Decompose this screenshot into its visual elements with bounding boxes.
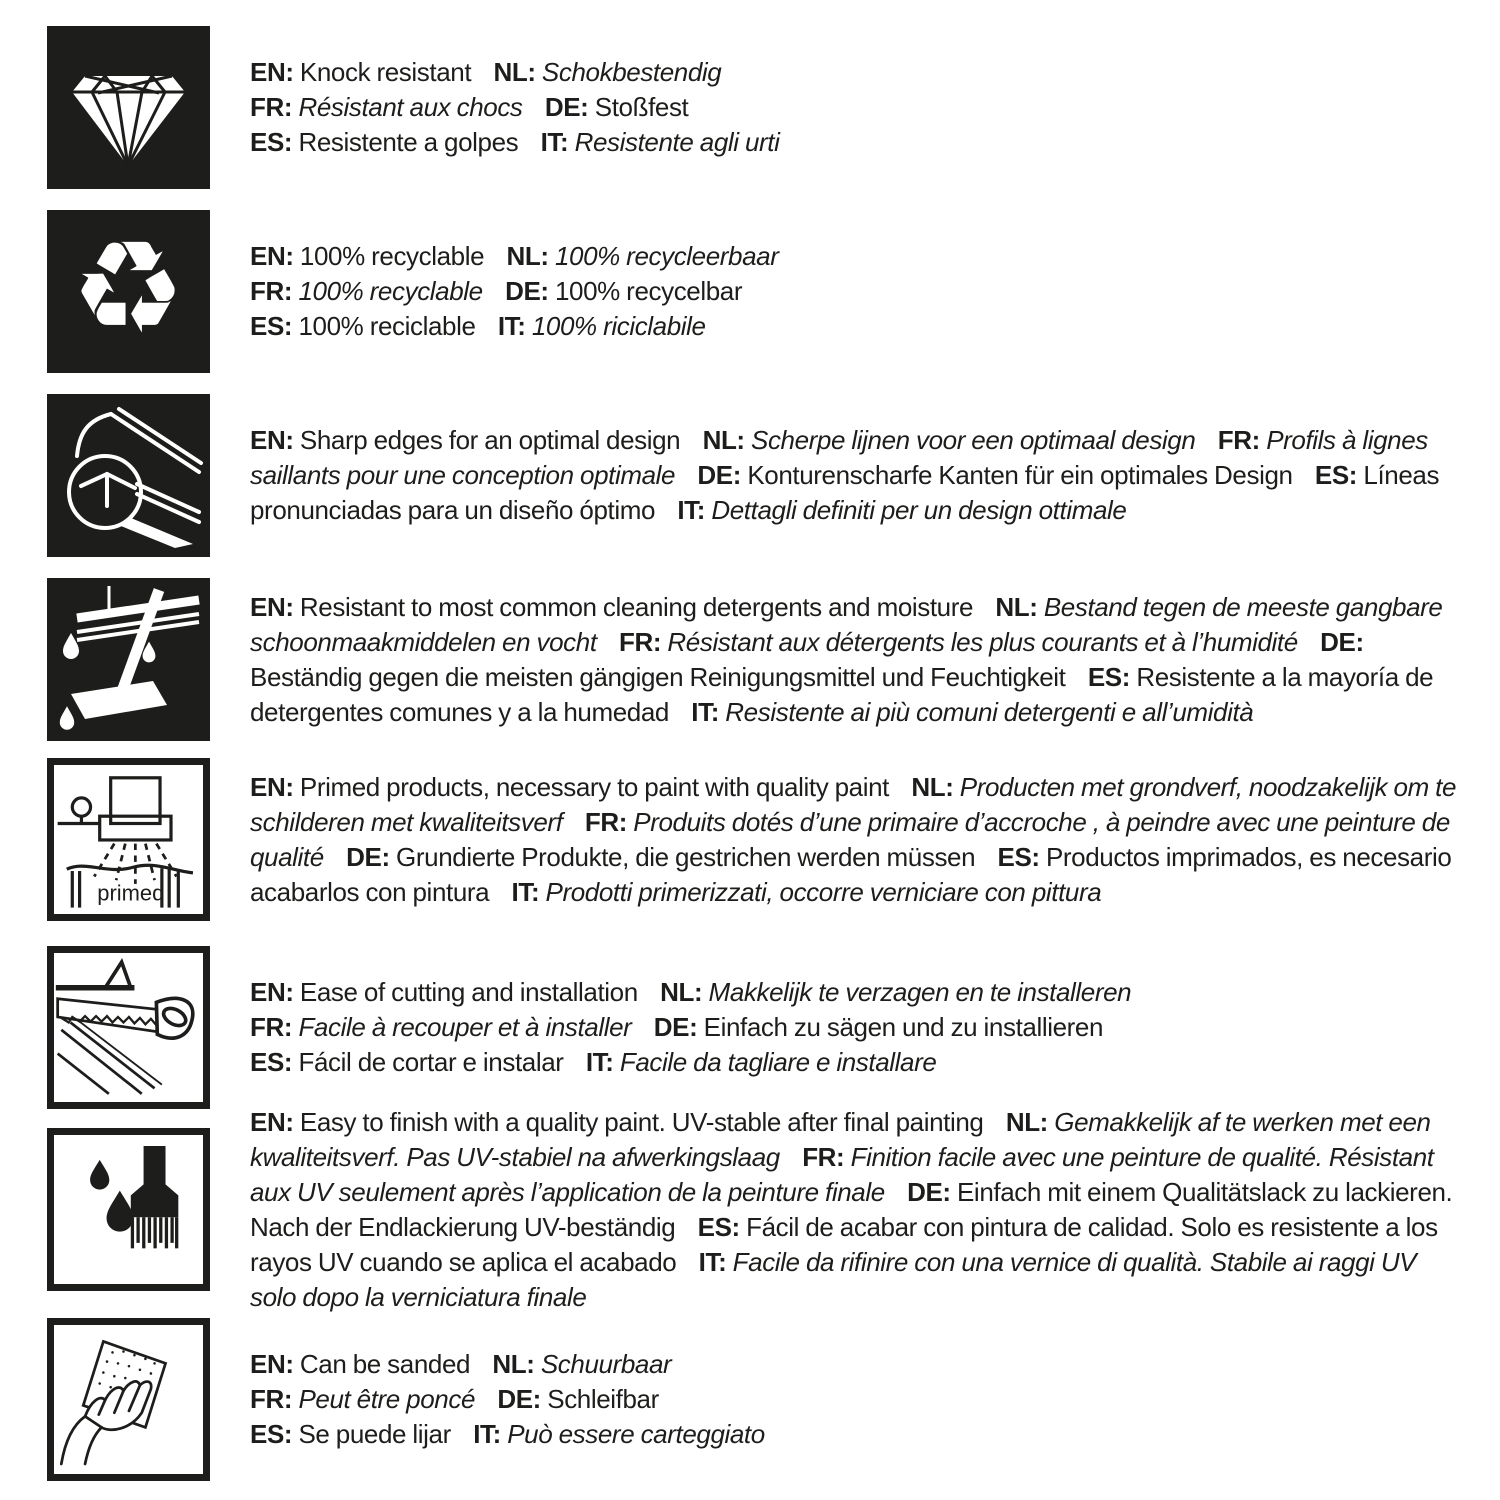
lang-text: Konturenscharfe Kanten für ein optimales Design (741, 460, 1293, 490)
lang-text: Resistente agli urti (568, 127, 780, 157)
lang-text: Facile da tagliare e installare (613, 1047, 937, 1077)
lang-entry (697, 460, 1292, 490)
lang-label: FR: (1217, 425, 1260, 455)
lang-text: Grundierte Produkte, die gestrichen werden müssen (389, 841, 976, 872)
lang-label: DE: (697, 460, 741, 490)
lang-label: FR: (250, 1012, 293, 1042)
lang-label: EN: (250, 591, 294, 622)
lang-label: FR: (802, 1141, 845, 1172)
magnifier-sharp-edges-icon (47, 394, 210, 557)
lang-label: IT: (511, 876, 540, 907)
lang-label: NL: (506, 241, 549, 271)
lang-label: DE: (1320, 626, 1364, 657)
lang-entry (654, 1012, 1103, 1042)
lang-label: EN: (250, 57, 294, 87)
lang-label: IT: (698, 1246, 727, 1277)
feature-row-cleaning-resistant (47, 578, 1462, 741)
lang-entry (346, 842, 975, 872)
lang-label: IT: (540, 127, 569, 157)
lang-text: Gemakkelijk af te werken met een kwaliteitsverf. Pas UV-stabiel na afwerkingslaag (250, 1106, 1431, 1172)
lang-entry (545, 92, 689, 122)
lang-entry (660, 977, 1131, 1007)
feature-row-recyclable (47, 210, 1462, 373)
lang-entry (250, 977, 638, 1007)
lang-entry (497, 1384, 659, 1414)
feature-row-cutting (47, 946, 1462, 1109)
lang-text: Fácil de cortar e instalar (292, 1047, 564, 1077)
lang-text: Can be sanded (293, 1349, 471, 1379)
feature-text (250, 239, 1462, 344)
lang-entry (250, 1419, 451, 1449)
lang-text: Produits dotés d’une primaire d’accroche , à peindre avec une peinture de qualité (250, 806, 1450, 872)
diamond-knock-resistant-icon (47, 26, 210, 189)
feature-text (250, 975, 1462, 1080)
lang-text: Ease of cutting and installation (293, 977, 638, 1007)
handsaw-cutting-icon (47, 946, 210, 1109)
feature-text (250, 1347, 1462, 1452)
lang-entry (586, 1047, 937, 1077)
lang-label: NL: (660, 977, 703, 1007)
lang-label: FR: (584, 806, 627, 837)
lang-text: Scherpe lijnen voor een optimaal design (744, 425, 1196, 455)
lang-text: 100% recycleerbaar (548, 241, 779, 271)
feature-row-sharp-edges (47, 394, 1462, 557)
feature-row-knock-resistant (47, 26, 1462, 189)
lang-text: Einfach zu sägen und zu installieren (697, 1012, 1104, 1042)
lang-text: Líneas pronunciadas para un diseño óptimo (250, 460, 1440, 525)
lang-entry (541, 127, 780, 157)
lang-text: Schleifbar (540, 1384, 659, 1414)
lang-entry (493, 57, 721, 87)
lang-label: FR: (250, 92, 293, 122)
lang-text: Bestand tegen de meeste gangbare schoonmaakmiddelen en vocht (250, 591, 1443, 657)
lang-label: ES: (1087, 661, 1130, 692)
lang-entry (250, 1384, 475, 1414)
lang-text: Résistant aux détergents les plus courants et à l’humidité (661, 626, 1298, 657)
lang-entry (677, 495, 1126, 525)
lang-text: 100% reciclable (292, 311, 476, 341)
lang-entry (703, 425, 1196, 455)
lang-entry (250, 592, 973, 622)
lang-label: NL: (492, 1349, 535, 1379)
lang-text: Profils à lignes saillants pour une conception optimale (250, 425, 1428, 490)
feature-row-primed (47, 758, 1462, 921)
lang-label: FR: (250, 276, 293, 306)
lang-text: 100% riciclabile (525, 311, 706, 341)
lang-label: NL: (493, 57, 536, 87)
feature-text (250, 423, 1462, 528)
lang-label: ES: (250, 1419, 293, 1449)
feature-text (250, 1105, 1462, 1315)
lang-text: 100% recyclable (292, 276, 483, 306)
lang-label: EN: (250, 771, 294, 802)
lang-label: EN: (250, 977, 294, 1007)
lang-label: DE: (505, 276, 549, 306)
lang-entry (505, 276, 742, 306)
lang-text: Producten met grondverf, noodzakelijk om te schilderen met kwaliteitsverf (250, 771, 1457, 837)
lang-entry (492, 1349, 671, 1379)
lang-text: Beständig gegen die meisten gängigen Reinigungsmittel und Feuchtigkeit (250, 661, 1066, 692)
lang-text: Einfach mit einem Qualitätslack zu lackieren. Nach der Endlackierung UV-beständig (250, 1176, 1453, 1242)
lang-entry (691, 697, 1253, 727)
lang-text: Resistente a golpes (292, 127, 519, 157)
lang-label: DE: (346, 841, 390, 872)
lang-entry (250, 241, 484, 271)
recycle-icon (47, 210, 210, 373)
lang-entry (250, 127, 518, 157)
lang-text: Knock resistant (293, 57, 472, 87)
lang-text: Primed products, necessary to paint with quality paint (293, 771, 890, 802)
svg-text:♻: ♻ (70, 214, 186, 363)
lang-text: Finition facile avec une peinture de qualité. Résistant aux UV seulement après l’application de la peinture finale (250, 1141, 1434, 1207)
lang-label: EN: (250, 1349, 294, 1379)
lang-text: Resistente ai più comuni detergenti e all’umidità (718, 696, 1254, 727)
paint-brush-drops-icon (47, 1128, 210, 1291)
lang-label: ES: (250, 127, 293, 157)
lang-label: NL: (702, 425, 745, 455)
lang-label: EN: (250, 425, 294, 455)
lang-label: EN: (250, 1106, 294, 1137)
lang-label: IT: (497, 311, 526, 341)
lang-text: Facile da rifinire con una vernice di qualità. Stabile ai raggi UV solo dopo la verniciatura finale (250, 1246, 1417, 1312)
lang-text: Productos imprimados, es necesario acabarlos con pintura (250, 841, 1452, 907)
lang-label: ES: (697, 1211, 740, 1242)
primer-spray-icon (47, 758, 210, 921)
lang-entry (473, 1419, 765, 1449)
lang-entry (498, 311, 706, 341)
lang-label: DE: (544, 92, 589, 122)
lang-entry (250, 1012, 631, 1042)
lang-text: Schokbestendig (535, 57, 722, 87)
lang-label: DE: (907, 1176, 951, 1207)
lang-text: Easy to finish with a quality paint. UV-stable after final painting (293, 1106, 984, 1137)
lang-label: EN: (250, 241, 294, 271)
lang-label: ES: (997, 841, 1040, 872)
lang-text: Résistant aux chocs (292, 92, 523, 122)
lang-entry (250, 1107, 984, 1137)
lang-label: NL: (911, 771, 954, 802)
lang-entry (250, 311, 476, 341)
lang-text: Se puede lijar (292, 1419, 451, 1449)
lang-label: ES: (250, 311, 293, 341)
lang-label: FR: (250, 1384, 293, 1414)
hand-sanding-icon (47, 1318, 210, 1481)
lang-text: Fácil de acabar con pintura de calidad. Solo es resistente a los rayos UV cuando se aplica el acabado (250, 1211, 1438, 1277)
feature-text (250, 770, 1462, 910)
lang-entry (619, 627, 1298, 657)
lang-text: 100% recyclable (293, 241, 485, 271)
lang-entry (250, 57, 471, 87)
lang-text: Dettagli definiti per un design ottimale (705, 495, 1127, 525)
lang-entry (507, 241, 779, 271)
feature-row-sandable (47, 1318, 1462, 1481)
mop-cleaning-icon (47, 578, 210, 741)
lang-label: ES: (1314, 460, 1358, 490)
lang-text: Sharp edges for an optimal design (293, 425, 681, 455)
lang-label: IT: (691, 696, 719, 727)
lang-entry (250, 772, 889, 802)
lang-text: Può essere carteggiato (500, 1419, 765, 1449)
lang-label: DE: (497, 1384, 541, 1414)
lang-label: NL: (1005, 1106, 1048, 1137)
lang-label: DE: (653, 1012, 698, 1042)
lang-text: Resistente a la mayoría de detergentes comunes y a la humedad (250, 661, 1434, 727)
lang-text: Prodotti primerizzati, occorre verniciare con pittura (539, 876, 1102, 907)
feature-text (250, 55, 1462, 160)
lang-entry (250, 276, 483, 306)
lang-entry (512, 877, 1102, 907)
lang-text: Resistant to most common cleaning detergents and moisture (293, 591, 974, 622)
lang-entry (250, 1349, 470, 1379)
feature-row-paintable (47, 1106, 1462, 1312)
lang-text: 100% recycelbar (548, 276, 743, 306)
feature-text (250, 590, 1462, 730)
lang-entry (250, 425, 680, 455)
lang-text: Stoßfest (588, 92, 689, 122)
lang-label: IT: (473, 1419, 501, 1449)
lang-entry (250, 92, 523, 122)
lang-entry (250, 1047, 564, 1077)
lang-text: Facile à recouper et à installer (292, 1012, 632, 1042)
lang-label: NL: (995, 591, 1038, 622)
lang-label: IT: (585, 1047, 614, 1077)
lang-text: Schuurbaar (534, 1349, 672, 1379)
lang-label: ES: (250, 1047, 293, 1077)
lang-text: Peut être poncé (292, 1384, 476, 1414)
svg-text:primed: primed (97, 880, 165, 906)
lang-text: Makkelijk te verzagen en te installeren (702, 977, 1132, 1007)
lang-label: IT: (677, 495, 706, 525)
lang-label: FR: (618, 626, 662, 657)
